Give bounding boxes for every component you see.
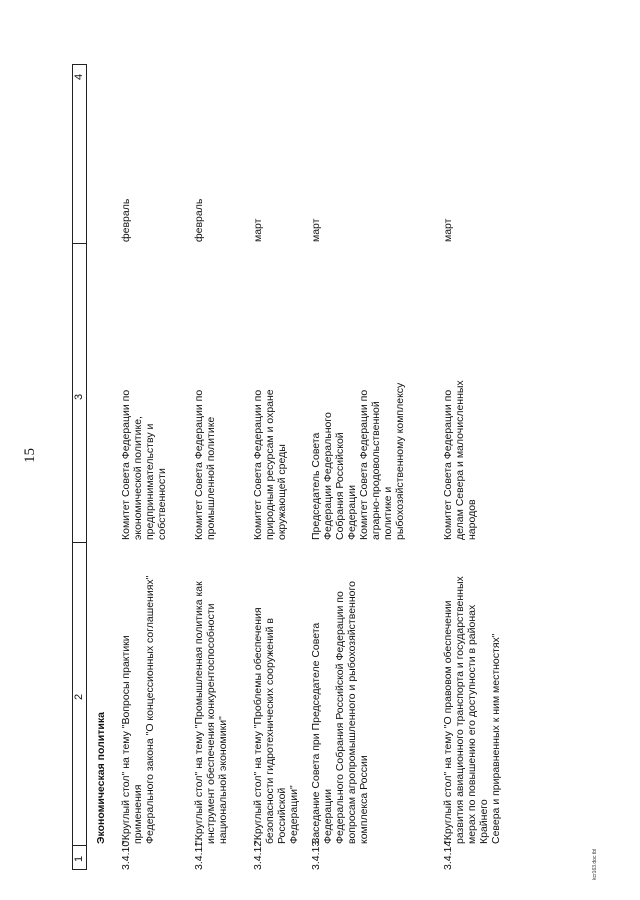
event-month: март [310, 218, 322, 242]
header-bottom-border [86, 64, 87, 870]
event-description: "Круглый стол" на тему "Проблемы обеспечения безопасности гидротехнических сооружений в Российской Федерации" [252, 607, 300, 844]
table-top-border [72, 64, 73, 870]
row-number: 3.4.12. [252, 837, 264, 870]
column-divider [72, 243, 86, 244]
row-number: 3.4.11. [193, 838, 205, 870]
row-number: 3.4.14. [442, 837, 454, 870]
responsible-party: Комитет Совета Федерации по природным ресурсам и охране окружающей среды [252, 389, 288, 540]
schedule-table [72, 64, 572, 870]
row-number: 3.4.10. [120, 837, 132, 870]
event-month: февраль [120, 198, 132, 242]
event-description: "Круглый стол" на тему "Промышленная политика как инструмент обеспечения конкурентоспособности национальной экономики" [193, 581, 229, 844]
page-number: 15 [22, 448, 38, 463]
column-header-3: 3 [73, 393, 85, 400]
event-month: март [252, 218, 264, 242]
event-month: март [442, 218, 454, 242]
column-header-2: 2 [73, 693, 85, 700]
event-description: Заседание Совета при Председателе Совета Федерации Федерального Собрания Российской Федерации по вопросам агропромышленного и рыбохозяйственного комплекса России [310, 581, 370, 844]
column-header-4: 4 [73, 73, 85, 80]
responsible-party: Комитет Совета Федерации по делам Севера и малочисленных народов [442, 380, 478, 540]
column-divider [72, 542, 86, 543]
section-title: Экономическая политика [95, 712, 107, 844]
column-divider [72, 869, 86, 870]
event-month: февраль [193, 198, 205, 242]
column-divider [72, 64, 86, 65]
responsible-party: Комитет Совета Федерации по экономической политике, предпринимательству и собственности [120, 389, 168, 540]
responsible-party: Комитет Совета Федерации по промышленной политике [193, 389, 217, 540]
responsible-party: Председатель Совета Федерации Федерального Собрания Российской Федерации Комитет Совета Федерации по аграрно-продовольственной политике и рыбохозяйственному комплексу [310, 382, 406, 540]
event-description: "Круглый стол" на тему "О правовом обеспечении развития авиационного транспорта и государственных мерах по повышению его доступности в районах Крайнего Севера и приравненных к ним местностях" [442, 576, 502, 844]
column-header-1: 1 [73, 855, 85, 862]
row-number: 3.4.13. [310, 837, 322, 870]
event-description: "Круглый стол" на тему "Вопросы практики применения Федерального закона "О концессионных соглашениях" [120, 575, 156, 844]
column-divider [72, 845, 86, 846]
footer-code: kcr163.doc tbl [592, 848, 598, 880]
